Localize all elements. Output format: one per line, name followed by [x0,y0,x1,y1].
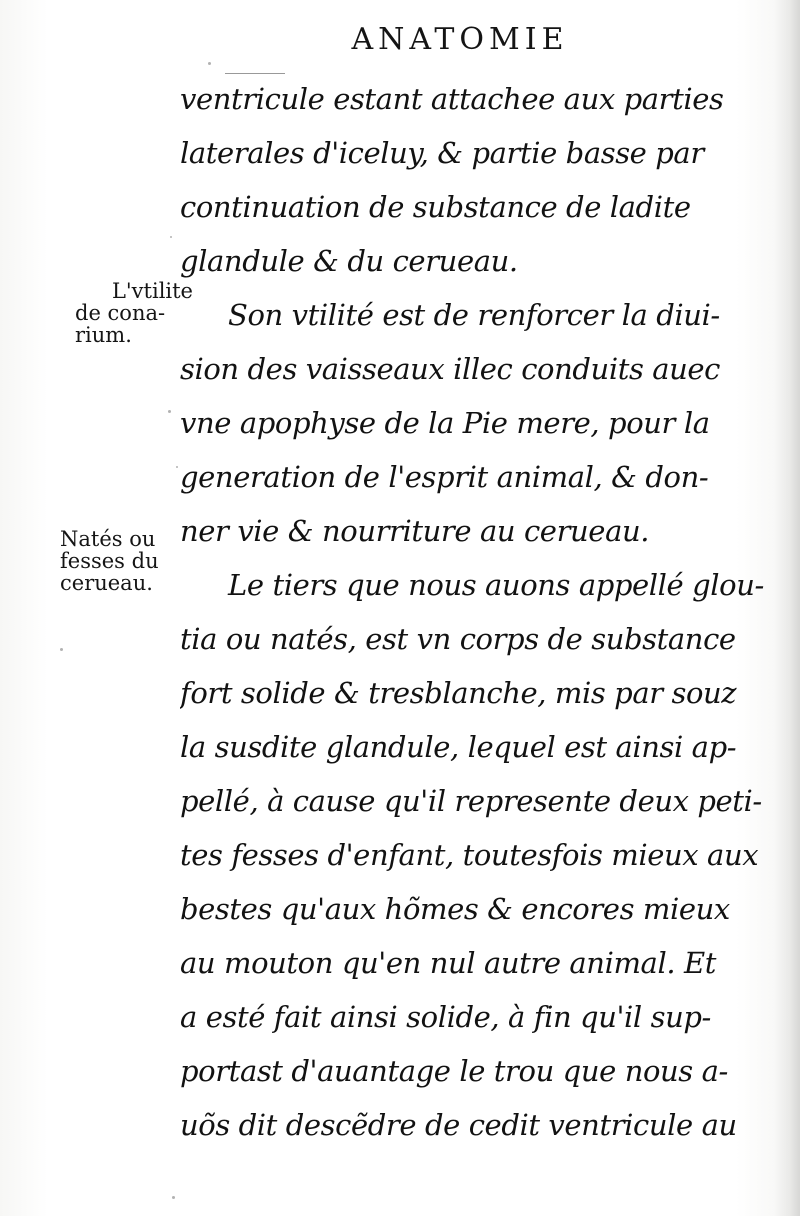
text-line: laterales d'iceluy, & partie basse par [180,136,704,170]
text-line: tia ou natés, est vn corps de substance [180,622,736,656]
margin-note-line: Natés ou [60,527,156,551]
ink-speck [176,466,178,468]
text-line: bestes qu'aux hõmes & encores mieux [180,892,730,926]
text-line: vne apophyse de la Pie mere, pour la [180,406,710,440]
margin-note-line: L'vtilite [111,279,193,303]
text-line: uõs dit descẽdre de cedit ventricule au [180,1108,737,1142]
margin-note-vtilite [75,280,203,346]
text-line: tes fesses d'enfant, toutesfois mieux aux [180,838,759,872]
ink-speck [208,62,211,65]
margin-note-nates [60,528,188,594]
margin-note-line: de cona- [75,301,166,325]
text-line: ventricule estant attachee aux parties [180,82,724,116]
text-line: sion des vaisseaux illec conduits auec [180,352,721,386]
text-line: fort solide & tresblanche, mis par souz [180,676,737,710]
text-line: continuation de substance de ladite [180,190,691,224]
text-line: a esté fait ainsi solide, à fin qu'il sup- [180,1000,711,1034]
text-line: glandule & du cerueau. [180,244,518,278]
ink-speck [172,1196,175,1199]
ink-speck [60,648,63,651]
text-line: Le tiers que nous auons appellé glou- [228,568,764,602]
running-title: ANATOMIE [351,22,569,57]
page-gutter-shadow [774,0,800,1216]
text-line: portast d'auantage le trou que nous a- [180,1054,728,1088]
text-line: au mouton qu'en nul autre animal. Et [180,946,716,980]
text-line: generation de l'esprit animal, & don- [180,460,709,494]
margin-note-line: fesses du [60,549,159,573]
text-line: la susdite glandule, lequel est ainsi ap- [180,730,737,764]
text-line: ner vie & nourriture au cerueau. [180,514,650,548]
margin-note-line: rium. [75,323,132,347]
body-text [180,72,765,1152]
text-line: Son vtilité est de renforcer la diui- [228,298,720,332]
ink-speck [168,410,171,413]
text-line: pellé, à cause qu'il represente deux peti- [180,784,762,818]
ink-speck [170,236,172,238]
margin-note-line: cerueau. [60,571,153,595]
